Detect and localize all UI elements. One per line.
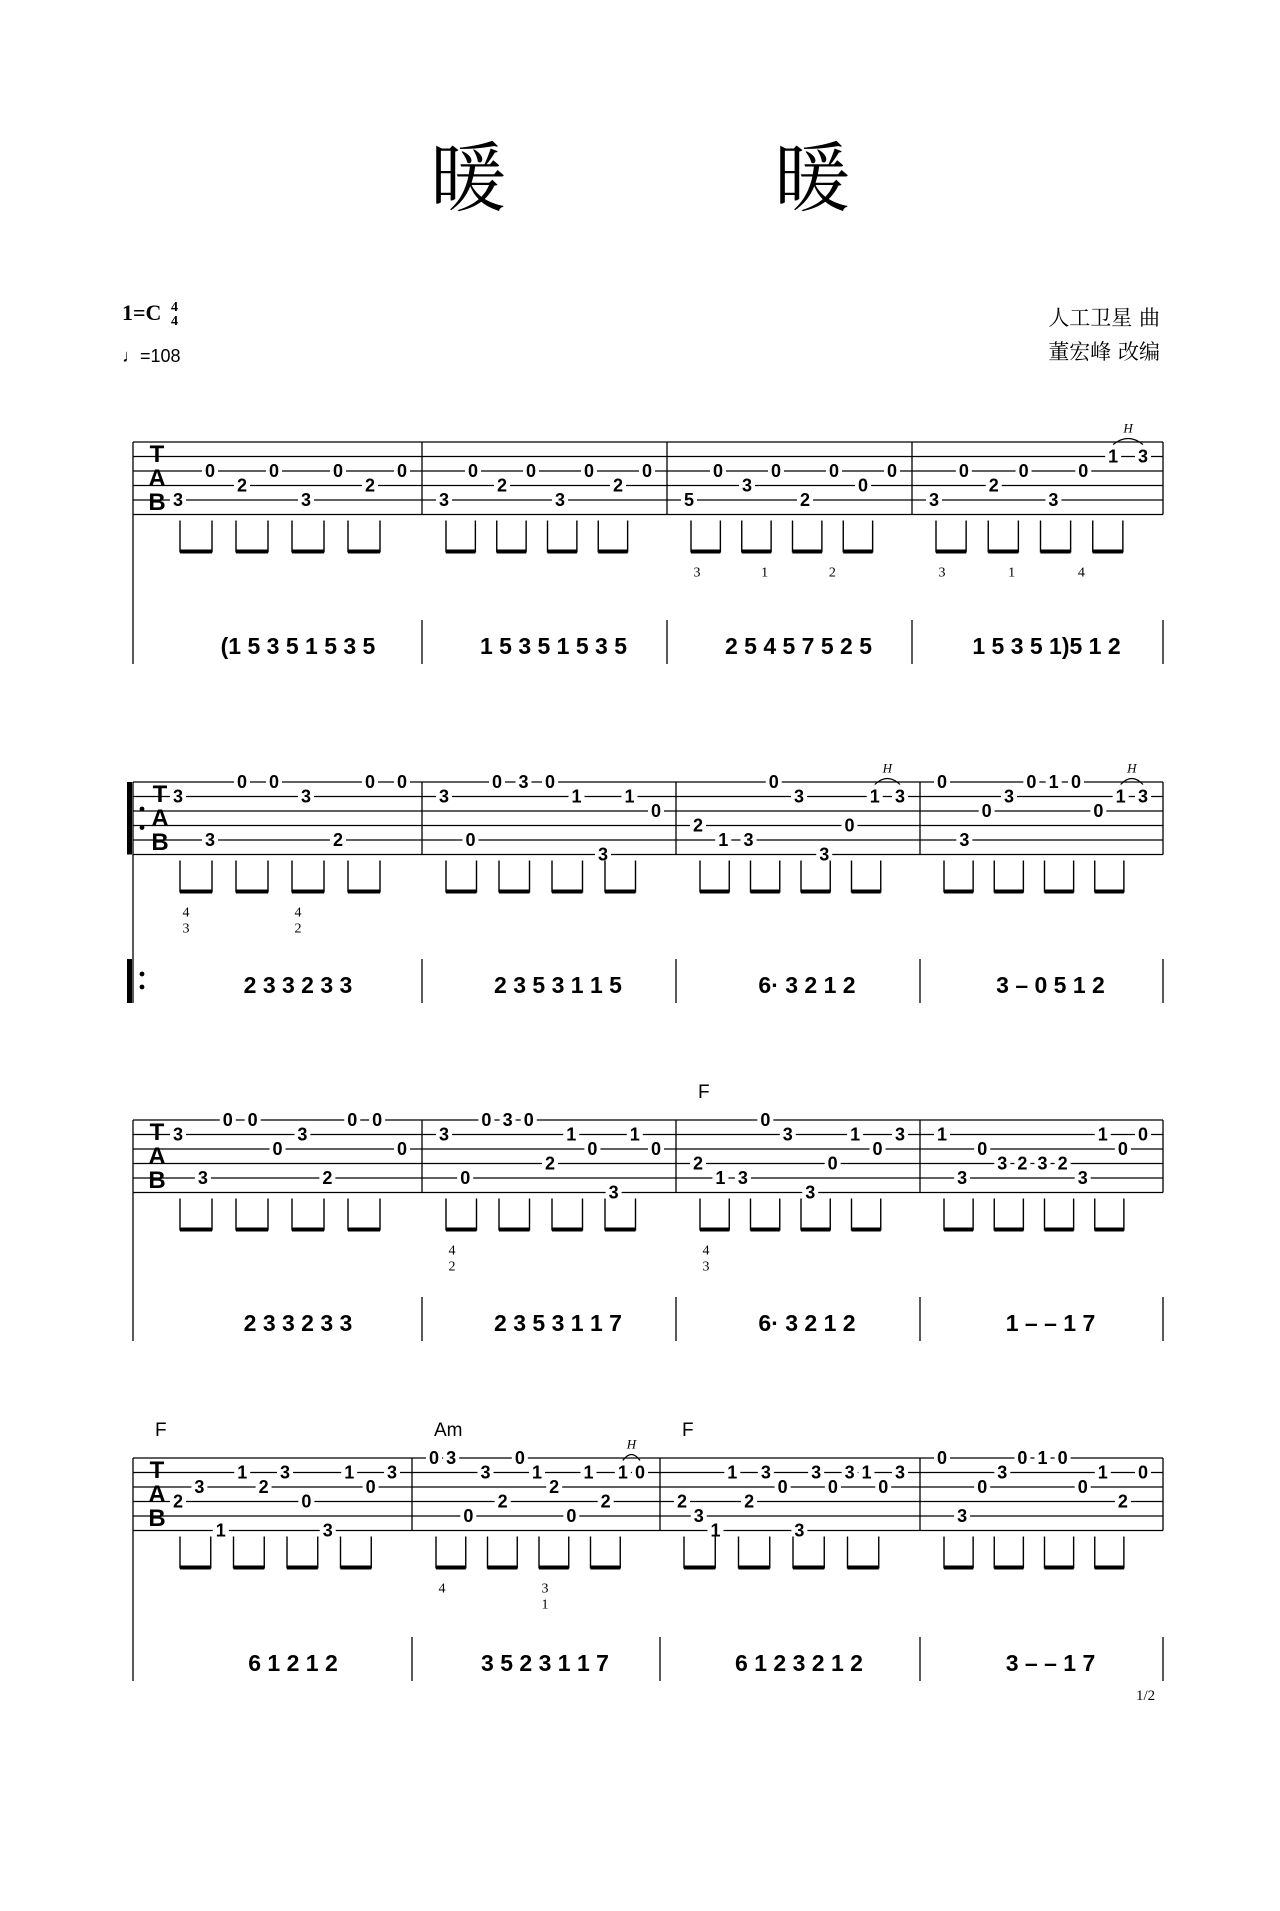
hammer-on-label: H (1123, 420, 1133, 436)
fret-number: 3 (172, 490, 184, 510)
fret-number: 1 (850, 1124, 861, 1145)
note-beam (436, 1566, 466, 1570)
fret-number: 3 (297, 1124, 308, 1145)
jianpu-measure: 3 5 2 3 1 1 7 (481, 1650, 609, 1676)
composer-credit: 人工卫星 曲 (1048, 306, 1160, 330)
fret-number: 2 (364, 475, 376, 496)
fret-number: 1 (215, 1520, 226, 1541)
note-beam (801, 890, 830, 894)
note-beam (488, 1566, 518, 1570)
fret-number: 0 (872, 1139, 883, 1159)
repeat-dot (140, 972, 145, 977)
jianpu-measure: 2 3 5 3 1 1 5 (494, 972, 622, 998)
note-beam (292, 890, 324, 894)
note-beam (348, 550, 380, 554)
note-beam (988, 550, 1018, 554)
fret-number: 3 (957, 1168, 968, 1188)
fret-number: 1 (710, 1520, 721, 1541)
fret-number: 0 (770, 461, 782, 481)
fret-number: 0 (650, 1139, 662, 1159)
note-beam (994, 890, 1023, 894)
repeat-dot (140, 985, 145, 990)
fret-number: 1 (1108, 446, 1119, 467)
note-beam (684, 1566, 715, 1570)
fret-number: 2 (692, 1153, 704, 1174)
fret-number: 1 (715, 1168, 726, 1188)
note-beam (446, 550, 475, 554)
fret-number: 3 (894, 1124, 906, 1145)
fret-number: 3 (782, 1124, 793, 1145)
note-beam (793, 550, 822, 554)
tab-clef-letter: B (148, 489, 166, 516)
note-beam (499, 1228, 530, 1232)
chord-name: F (682, 1420, 694, 1441)
fret-number: 1 (1097, 1462, 1108, 1483)
fret-number: 0 (583, 461, 595, 481)
fret-number: 3 (794, 1520, 805, 1541)
note-beam (497, 550, 526, 554)
jianpu-measure: 3 – – 1 7 (1005, 1650, 1096, 1676)
fret-number: 0 (347, 1110, 358, 1130)
tab-clef-letter: B (151, 829, 169, 856)
fret-number: 3 (894, 786, 906, 807)
fret-number: 2 (676, 1491, 688, 1512)
note-beam (1095, 1228, 1124, 1232)
hammer-on-label: H (1127, 760, 1137, 776)
fret-number: 0 (222, 1110, 233, 1130)
fret-number: 0 (977, 1139, 988, 1159)
fret-number: 0 (768, 772, 779, 792)
fret-number: 3 (518, 772, 529, 792)
fret-number: 0 (523, 1110, 534, 1130)
note-beam (548, 550, 577, 554)
fret-number: 3 (172, 1124, 184, 1145)
repeat-dot (140, 807, 145, 812)
note-beam (552, 890, 583, 894)
fingering-number: 3 (182, 921, 190, 937)
note-beam (292, 550, 324, 554)
note-beam (848, 1566, 879, 1570)
note-beam (499, 890, 530, 894)
tab-clef-letter: B (148, 1167, 166, 1194)
fret-number: 2 (322, 1168, 333, 1188)
fret-number: 0 (827, 1153, 838, 1174)
fret-number: 3 (1048, 490, 1059, 510)
tab-clef-letter: T (149, 1457, 165, 1484)
fret-number: 3 (597, 844, 609, 865)
fret-number: 1 (727, 1462, 738, 1483)
fret-number: 0 (544, 772, 556, 792)
fret-number: 0 (272, 1139, 283, 1159)
fret-number: 0 (977, 1477, 988, 1497)
tab-clef-letter: A (148, 1481, 166, 1508)
fingering-number: 3 (541, 1581, 549, 1597)
fret-number: 3 (300, 786, 312, 807)
fret-number: 3 (1137, 786, 1149, 807)
fingering-number: 4 (1077, 565, 1085, 581)
jianpu-measure: 6 1 2 1 2 (248, 1650, 338, 1676)
fret-number: 3 (894, 1462, 906, 1483)
fret-number: 0 (936, 772, 948, 792)
fret-number: 0 (1077, 1477, 1088, 1497)
fret-number: 3 (502, 1110, 513, 1130)
tab-clef-letter: B (148, 1505, 166, 1532)
fret-number: 1 (1037, 1448, 1048, 1468)
fret-number: 3 (760, 1462, 771, 1483)
fret-number: 2 (692, 815, 704, 836)
fret-number: 0 (268, 461, 280, 481)
note-beam (180, 890, 212, 894)
fret-number: 2 (258, 1477, 269, 1497)
tab-clef-letter: A (148, 1143, 166, 1170)
fret-number: 0 (650, 801, 662, 821)
fret-number: 1 (718, 830, 729, 850)
fret-number: 0 (958, 461, 969, 481)
fret-number: 0 (365, 1477, 376, 1497)
fret-number: 0 (981, 801, 992, 821)
chord-name: F (155, 1420, 167, 1441)
note-beam (852, 890, 881, 894)
note-beam (1093, 550, 1123, 554)
note-beam (292, 1228, 324, 1232)
fret-number: 0 (204, 461, 216, 481)
fret-number: 1 (1115, 786, 1126, 807)
fret-number: 0 (634, 1462, 646, 1483)
fret-number: 0 (777, 1477, 788, 1497)
fret-number: 0 (760, 1110, 771, 1130)
fret-number: 0 (525, 461, 537, 481)
song-title: 暖 暖 (430, 134, 946, 223)
fret-number: 1 (861, 1462, 872, 1483)
fret-number: 3 (322, 1520, 333, 1541)
fingering-number: 4 (438, 1581, 446, 1597)
note-beam (598, 550, 627, 554)
note-beam (1045, 1228, 1074, 1232)
note-beam (700, 890, 729, 894)
fret-number: 3 (997, 1153, 1008, 1174)
fret-number: 0 (396, 772, 408, 792)
fret-number: 1 (531, 1462, 543, 1483)
fret-number: 3 (793, 786, 805, 807)
note-beam (944, 890, 973, 894)
fret-number: 1 (624, 786, 635, 807)
fret-number: 0 (428, 1448, 440, 1468)
fret-number: 0 (396, 1139, 408, 1159)
fret-number: 0 (463, 1506, 474, 1526)
fret-number: 3 (438, 786, 450, 807)
fret-number: 3 (279, 1462, 291, 1483)
fingering-number: 2 (828, 565, 836, 581)
fret-number: 3 (480, 1462, 491, 1483)
note-beam (446, 890, 477, 894)
fret-number: 3 (959, 830, 970, 850)
fingering-number: 2 (294, 921, 302, 937)
jianpu-measure: 1 – – 1 7 (1005, 1310, 1096, 1336)
fret-number: 0 (1137, 1462, 1149, 1483)
key-label: 1=C (122, 300, 162, 325)
note-beam (287, 1566, 318, 1570)
note-beam (1095, 1566, 1124, 1570)
note-beam (1045, 890, 1074, 894)
fret-number: 3 (957, 1506, 968, 1526)
note-beam (552, 1228, 583, 1232)
tab-clef-letter: T (149, 1119, 165, 1146)
fret-number: 2 (988, 475, 999, 496)
note-beam (1045, 1566, 1074, 1570)
note-beam (843, 550, 872, 554)
fret-number: 2 (600, 1491, 611, 1512)
note-beam (852, 1228, 881, 1232)
fret-number: 2 (1117, 1491, 1128, 1512)
fret-number: 0 (1018, 461, 1029, 481)
jianpu-measure: 2 3 5 3 1 1 7 (494, 1310, 622, 1336)
jianpu-measure: 2 3 3 2 3 3 (243, 972, 353, 998)
fret-number: 0 (332, 461, 344, 481)
fret-number: 3 (386, 1462, 398, 1483)
jianpu-measure: 6 1 2 3 2 1 2 (735, 1650, 863, 1676)
note-beam (751, 1228, 780, 1232)
note-beam (539, 1566, 569, 1570)
fret-number: 3 (608, 1182, 619, 1203)
fingering-number: 1 (1008, 565, 1016, 581)
jianpu-measure: (1 5 3 5 1 5 3 5 (220, 633, 376, 659)
note-beam (348, 890, 380, 894)
repeat-dot (140, 825, 145, 830)
fret-number: 0 (1078, 461, 1089, 481)
note-beam (341, 1566, 372, 1570)
note-beam (180, 550, 212, 554)
fret-number: 3 (1077, 1168, 1088, 1188)
fret-number: 3 (844, 1462, 855, 1483)
fret-number: 2 (799, 490, 811, 510)
fret-number: 1 (1048, 772, 1059, 792)
fret-number: 0 (827, 1477, 838, 1497)
fret-number: 0 (641, 461, 653, 481)
jianpu-measure: 6· 3 2 1 2 (758, 1310, 856, 1336)
fret-number: 0 (1026, 772, 1037, 792)
fingering-number: 1 (541, 1597, 549, 1613)
fingering-number: 2 (448, 1259, 456, 1275)
chord-name: F (698, 1082, 710, 1103)
fingering-number: 4 (294, 905, 302, 921)
note-beam (605, 1228, 636, 1232)
fingering-number: 3 (702, 1259, 710, 1275)
fret-number: 0 (936, 1448, 948, 1468)
fret-number: 0 (587, 1139, 598, 1159)
fret-number: 1 (1097, 1124, 1108, 1145)
fret-number: 3 (1137, 446, 1149, 467)
fret-number: 3 (1037, 1153, 1048, 1174)
fret-number: 3 (300, 490, 312, 510)
fret-number: 2 (744, 1491, 755, 1512)
fret-number: 0 (1017, 1448, 1028, 1468)
note-beam (739, 1566, 770, 1570)
tab-clef-letter: T (152, 781, 168, 808)
fret-number: 3 (554, 490, 566, 510)
jianpu-measure: 6· 3 2 1 2 (758, 972, 856, 998)
fret-number: 0 (886, 461, 898, 481)
fret-number: 0 (460, 1168, 471, 1188)
jianpu-measure: 2 3 3 2 3 3 (243, 1310, 353, 1336)
fret-number: 3 (197, 1168, 208, 1188)
fret-number: 0 (1070, 772, 1082, 792)
note-beam (446, 1228, 477, 1232)
fret-number: 5 (683, 490, 695, 510)
note-beam (936, 550, 966, 554)
note-beam (236, 550, 268, 554)
note-beam (234, 1566, 265, 1570)
fret-number: 0 (712, 461, 724, 481)
fret-number: 3 (194, 1477, 205, 1497)
fret-number: 3 (997, 1462, 1008, 1483)
note-beam (994, 1228, 1023, 1232)
fret-number: 2 (172, 1491, 184, 1512)
fret-number: 0 (396, 461, 408, 481)
tab-clef-letter: A (151, 805, 169, 832)
fret-number: 3 (438, 1124, 450, 1145)
fret-number: 0 (236, 772, 248, 792)
fret-number: 0 (364, 772, 376, 792)
fret-number: 3 (811, 1462, 822, 1483)
fret-number: 0 (1057, 1448, 1068, 1468)
fret-number: 2 (497, 1491, 508, 1512)
note-beam (994, 1566, 1023, 1570)
fret-number: 2 (612, 475, 624, 496)
fingering-number: 1 (761, 565, 769, 581)
note-beam (1095, 890, 1124, 894)
fret-number: 2 (332, 830, 344, 850)
fret-number: 0 (268, 772, 280, 792)
fret-number: 3 (741, 475, 753, 496)
fret-number: 3 (172, 786, 184, 807)
fret-number: 2 (544, 1153, 556, 1174)
note-beam (180, 1566, 211, 1570)
tab-clef-letter: A (148, 465, 166, 492)
fret-number: 1 (344, 1462, 355, 1483)
fret-number: 0 (372, 1110, 383, 1130)
fingering-number: 3 (938, 565, 946, 581)
note-beam (793, 1566, 824, 1570)
fret-number: 0 (301, 1491, 312, 1512)
fret-number: 1 (936, 1124, 948, 1145)
fret-number: 1 (571, 786, 582, 807)
note-beam (348, 1228, 380, 1232)
fret-number: 1 (566, 1124, 577, 1145)
fingering-number: 4 (702, 1243, 710, 1259)
note-beam (691, 550, 720, 554)
jianpu-measure: 1 5 3 5 1 5 3 5 (479, 633, 628, 659)
note-beam (605, 890, 636, 894)
fret-number: 3 (737, 1168, 748, 1188)
arranger-credit: 董宏峰 改编 (1048, 340, 1160, 364)
fret-number: 3 (928, 490, 940, 510)
fingering-number: 3 (693, 565, 701, 581)
fingering-number: 4 (182, 905, 190, 921)
note-beam (591, 1566, 621, 1570)
fret-number: 2 (496, 475, 508, 496)
tab-clef-letter: T (149, 441, 165, 468)
fret-number: 1 (617, 1462, 628, 1483)
jianpu-measure: 3 – 0 5 1 2 (996, 972, 1105, 998)
fret-number: 3 (805, 1182, 816, 1203)
fret-number: 2 (1017, 1153, 1028, 1174)
fret-number: 3 (743, 830, 754, 850)
fret-number: 2 (236, 475, 248, 496)
fret-number: 3 (819, 844, 830, 865)
fret-number: 3 (693, 1506, 704, 1526)
fret-number: 0 (1137, 1124, 1149, 1145)
fret-number: 0 (857, 475, 869, 496)
note-beam (751, 890, 780, 894)
fret-number: 2 (1057, 1153, 1068, 1174)
note-beam (236, 890, 268, 894)
fret-number: 0 (828, 461, 840, 481)
repeat-thick-bar (127, 959, 132, 1003)
note-beam (1041, 550, 1071, 554)
fret-number: 3 (1003, 786, 1015, 807)
fret-number: 0 (1093, 801, 1104, 821)
hammer-on-label: H (882, 760, 893, 776)
fret-number: 0 (465, 830, 476, 850)
fret-number: 3 (446, 1448, 457, 1468)
note-beam (236, 1228, 268, 1232)
note-beam (180, 1228, 212, 1232)
note-beam (944, 1228, 973, 1232)
fret-number: 0 (491, 772, 503, 792)
fret-number: 0 (566, 1506, 577, 1526)
fret-number: 3 (438, 490, 450, 510)
fret-number: 1 (583, 1462, 594, 1483)
tempo-marking: ♩=108 (122, 346, 181, 366)
fret-number: 0 (467, 461, 479, 481)
fret-number: 0 (481, 1110, 492, 1130)
hammer-on-label: H (626, 1436, 637, 1452)
fret-number: 0 (1117, 1139, 1128, 1159)
jianpu-measure: 2 5 4 5 7 5 2 5 (724, 633, 873, 659)
jianpu-measure: 1 5 3 5 1)5 1 2 (972, 633, 1121, 659)
fret-number: 1 (237, 1462, 248, 1483)
fret-number: 0 (514, 1448, 525, 1468)
fret-number: 2 (549, 1477, 560, 1497)
note-beam (742, 550, 771, 554)
fret-number: 0 (247, 1110, 258, 1130)
note-beam (801, 1228, 830, 1232)
fingering-number: 4 (448, 1243, 456, 1259)
fret-number: 0 (844, 815, 855, 836)
note-beam (944, 1566, 973, 1570)
page-number: 1/2 (1136, 1688, 1156, 1704)
chord-name: Am (434, 1420, 463, 1441)
fret-number: 1 (629, 1124, 640, 1145)
time-signature-top: 4 (170, 299, 178, 315)
repeat-thick-bar (127, 782, 132, 855)
note-beam (700, 1228, 729, 1232)
fret-number: 1 (869, 786, 880, 807)
fret-number: 0 (878, 1477, 889, 1497)
fret-number: 3 (204, 830, 216, 850)
time-signature-bottom: 4 (170, 313, 178, 329)
